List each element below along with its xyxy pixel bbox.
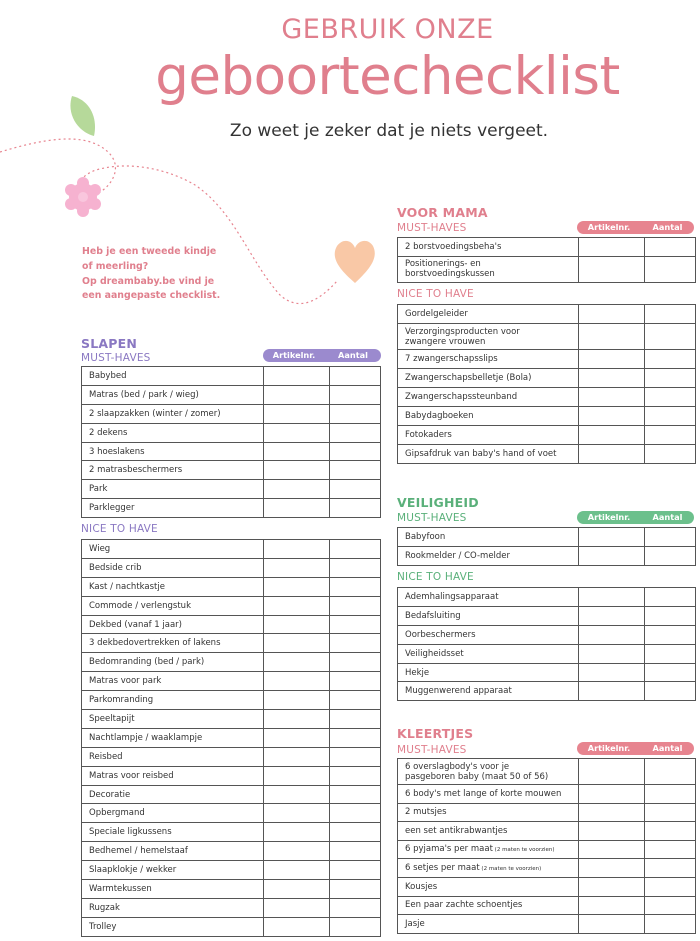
item-label: Babybed [82,367,264,386]
checklist-row [398,785,696,804]
amount-cell[interactable] [330,596,381,615]
amount-cell[interactable] [330,917,381,936]
must-haves-label: MUST-HAVES [397,512,467,524]
checklist-row [82,861,381,880]
item-label: 2 mutsjes [398,803,579,822]
item-label: Warmtekussen [82,880,264,899]
article-number-cell[interactable] [264,823,330,842]
checklist-row [398,840,696,859]
amount-cell[interactable] [645,878,696,897]
item-label: Zwangerschapssteunband [398,388,579,407]
article-number-cell[interactable] [264,423,330,442]
amount-cell[interactable] [645,606,696,625]
item-label: 6 setjes per maat (2 maten te voorzien) [398,859,579,878]
article-number-cell[interactable] [579,407,645,426]
article-number-cell[interactable] [579,859,645,878]
article-number-cell[interactable] [579,896,645,915]
amount-cell[interactable] [645,859,696,878]
amount-cell[interactable] [330,898,381,917]
item-label: Babyfoon [398,528,579,547]
amount-cell[interactable] [330,423,381,442]
amount-cell[interactable] [645,644,696,663]
article-number-cell[interactable] [579,444,645,463]
item-label: Commode / verlengstuk [82,596,264,615]
amount-cell[interactable] [330,880,381,899]
item-label: Decoratie [82,785,264,804]
checklist-row [82,747,381,766]
item-label: Ademhalingsapparaat [398,588,579,607]
section-title: SLAPEN [81,336,138,351]
article-number-cell[interactable] [264,728,330,747]
article-number-cell[interactable] [264,842,330,861]
article-number-cell[interactable] [264,540,330,559]
item-label: Kast / nachtkastje [82,577,264,596]
item-label: Gordelgeleider [398,305,579,324]
checklist-row [398,644,696,663]
article-number-cell[interactable] [264,861,330,880]
article-number-cell[interactable] [264,672,330,691]
checklist-row [82,499,381,518]
amount-cell[interactable] [330,385,381,404]
article-number-cell[interactable] [579,546,645,565]
item-label: Slaapklokje / wekker [82,861,264,880]
article-number-cell[interactable] [264,691,330,710]
item-label: Gipsafdruk van baby's hand of voet [398,444,579,463]
checklist-row [82,404,381,423]
item-label: Matras voor reisbed [82,766,264,785]
article-number-cell[interactable] [579,238,645,257]
checklist-row [398,759,696,785]
item-label: Park [82,480,264,499]
item-label: Parklegger [82,499,264,518]
amount-cell[interactable] [645,323,696,349]
article-number-cell[interactable] [264,898,330,917]
article-number-cell[interactable] [579,803,645,822]
checklist-row [82,804,381,823]
checklist-row [398,407,696,426]
item-label: 2 slaapzakken (winter / zomer) [82,404,264,423]
amount-cell[interactable] [645,896,696,915]
article-number-cell[interactable] [579,350,645,369]
article-number-cell[interactable] [264,480,330,499]
checklist-row [398,528,696,547]
must-haves-label: MUST-HAVES [397,222,467,234]
amount-cell[interactable] [645,256,696,282]
article-number-cell[interactable] [579,528,645,547]
checklist-row [82,461,381,480]
checklist-row [82,728,381,747]
amount-cell[interactable] [330,404,381,423]
amount-cell[interactable] [330,577,381,596]
article-number-cell[interactable] [264,442,330,461]
article-number-cell[interactable] [579,588,645,607]
item-label: Een paar zachte schoentjes [398,896,579,915]
article-number-cell[interactable] [579,256,645,282]
item-label: Veiligheidsset [398,644,579,663]
nice-to-have-label: NICE TO HAVE [397,288,474,300]
checklist-row [82,540,381,559]
article-number-cell[interactable] [579,606,645,625]
amount-cell[interactable] [330,747,381,766]
checklist-row [398,682,696,701]
amount-cell[interactable] [330,823,381,842]
article-number-cell[interactable] [264,385,330,404]
amount-cell[interactable] [330,461,381,480]
amount-cell[interactable] [330,367,381,386]
checklist-row [398,663,696,682]
item-label: Babydagboeken [398,407,579,426]
checklist-row [82,442,381,461]
checklist-row [82,385,381,404]
nice-to-have-label: NICE TO HAVE [81,523,158,535]
checklist-row [398,606,696,625]
checklist-row [398,444,696,463]
checklist-row [82,672,381,691]
checklist-row [82,823,381,842]
checklist-row [82,634,381,653]
column-header: Artikelnr. Aantal [577,742,694,755]
article-number-cell[interactable] [264,596,330,615]
column-header: Artikelnr. Aantal [577,511,694,524]
article-number-cell[interactable] [264,499,330,518]
item-label: Bedafsluiting [398,606,579,625]
amount-cell[interactable] [645,915,696,934]
article-number-cell[interactable] [579,840,645,859]
item-label: Jasje [398,915,579,934]
checklist-row [398,305,696,324]
item-label: Positionerings- en borstvoedingskussen [398,256,579,282]
checklist-row [398,425,696,444]
second-child-note: Heb je een tweede kindje of meerling? Op dreambaby.be vind je een aangepaste checklist. [82,246,221,302]
article-number-cell[interactable] [579,388,645,407]
checklist-row [398,350,696,369]
item-label: Speciale ligkussens [82,823,264,842]
article-number-cell[interactable] [579,822,645,841]
section-voor-mama [397,205,697,465]
article-number-cell[interactable] [579,682,645,701]
checklist-row [398,896,696,915]
checklist-row [398,803,696,822]
checklist-row [398,915,696,934]
article-number-cell[interactable] [264,634,330,653]
amount-cell[interactable] [330,499,381,518]
article-number-cell[interactable] [579,625,645,644]
amount-cell[interactable] [645,682,696,701]
amount-cell[interactable] [645,588,696,607]
article-number-cell[interactable] [264,653,330,672]
item-label: Fotokaders [398,425,579,444]
section-slapen [81,336,381,936]
item-label: Matras (bed / park / wieg) [82,385,264,404]
amount-cell[interactable] [645,803,696,822]
article-number-cell[interactable] [579,878,645,897]
article-number-cell[interactable] [264,917,330,936]
item-label: Speeltapijt [82,710,264,729]
article-number-cell[interactable] [579,785,645,804]
leaf-icon [70,96,95,136]
checklist-row [398,822,696,841]
must-haves-label: MUST-HAVES [397,744,467,756]
amount-cell[interactable] [330,615,381,634]
article-number-cell[interactable] [579,425,645,444]
checklist-row [82,653,381,672]
section-title: VOOR MAMA [397,205,488,220]
item-label: een set antikrabwantjes [398,822,579,841]
amount-cell[interactable] [330,861,381,880]
item-label: Oorbeschermers [398,625,579,644]
item-label: 2 matrasbeschermers [82,461,264,480]
item-label: Kousjes [398,878,579,897]
item-label: Opbergmand [82,804,264,823]
item-label: Hekje [398,663,579,682]
title-line-1: GEBRUIK ONZE [281,14,494,45]
amount-cell[interactable] [330,480,381,499]
article-number-cell[interactable] [264,710,330,729]
article-number-cell[interactable] [579,369,645,388]
checklist-row [398,625,696,644]
article-number-cell[interactable] [579,323,645,349]
checklist-row [398,323,696,349]
article-number-cell[interactable] [264,558,330,577]
amount-cell[interactable] [645,388,696,407]
amount-cell[interactable] [645,369,696,388]
column-header: Artikelnr. Aantal [263,349,381,362]
checklist-row [82,785,381,804]
section-title: KLEERTJES [397,726,474,741]
amount-cell[interactable] [330,785,381,804]
article-number-cell[interactable] [264,804,330,823]
checklist-row [398,878,696,897]
column-header: Artikelnr. Aantal [577,221,694,234]
checklist-row [82,577,381,596]
flower-icon [65,177,101,217]
checklist-row [82,898,381,917]
article-number-cell[interactable] [579,759,645,785]
checklist-row [398,859,696,878]
item-label: Nachtlampje / waaklampje [82,728,264,747]
checklist-row [82,615,381,634]
section-title: VEILIGHEID [397,495,479,510]
amount-cell[interactable] [330,728,381,747]
article-number-cell[interactable] [264,461,330,480]
article-number-cell[interactable] [579,644,645,663]
amount-cell[interactable] [645,425,696,444]
item-label: Matras voor park [82,672,264,691]
amount-cell[interactable] [645,785,696,804]
article-number-cell[interactable] [579,663,645,682]
article-number-cell[interactable] [264,367,330,386]
amount-cell[interactable] [330,710,381,729]
checklist-row [82,880,381,899]
amount-cell[interactable] [330,634,381,653]
checklist-row [82,842,381,861]
item-label: Dekbed (vanaf 1 jaar) [82,615,264,634]
checklist-row [82,917,381,936]
amount-cell[interactable] [645,759,696,785]
item-label: 2 dekens [82,423,264,442]
checklist-row [82,766,381,785]
item-label: Zwangerschapsbelletje (Bola) [398,369,579,388]
amount-cell[interactable] [645,444,696,463]
section-veiligheid [397,495,697,705]
item-label: 6 overslagbody's voor je pasgeboren baby (maat 50 of 56) [398,759,579,785]
item-label: Wieg [82,540,264,559]
checklist-row [398,546,696,565]
item-label: 6 body's met lange of korte mouwen [398,785,579,804]
must-haves-label: MUST-HAVES [81,352,151,364]
item-label: 6 pyjama's per maat (2 maten te voorzien) [398,840,579,859]
item-label: Rookmelder / CO-melder [398,546,579,565]
item-label: 3 hoeslakens [82,442,264,461]
article-number-cell[interactable] [579,305,645,324]
amount-cell[interactable] [330,672,381,691]
item-label: Bedside crib [82,558,264,577]
item-label: Parkomranding [82,691,264,710]
article-number-cell[interactable] [264,615,330,634]
checklist-row [82,423,381,442]
item-label: 7 zwangerschapsslips [398,350,579,369]
amount-cell[interactable] [330,766,381,785]
amount-cell[interactable] [645,238,696,257]
amount-cell[interactable] [645,350,696,369]
subtitle: Zo weet je zeker dat je niets vergeet. [229,121,549,141]
section-kleertjes [397,726,697,938]
item-label: Bedomranding (bed / park) [82,653,264,672]
nice-to-have-label: NICE TO HAVE [397,571,474,583]
item-label: Bedhemel / hemelstaaf [82,842,264,861]
checklist-row [82,480,381,499]
checklist-row [82,710,381,729]
amount-cell[interactable] [645,663,696,682]
checklist-row [398,588,696,607]
checklist-row [398,369,696,388]
checklist-row [82,558,381,577]
heart-icon [335,241,375,283]
checklist-row [82,367,381,386]
article-number-cell[interactable] [264,785,330,804]
item-label: 2 borstvoedingsbeha's [398,238,579,257]
amount-cell[interactable] [330,653,381,672]
article-number-cell[interactable] [264,766,330,785]
item-label: Muggenwerend apparaat [398,682,579,701]
amount-cell[interactable] [645,840,696,859]
amount-cell[interactable] [645,625,696,644]
item-label: Reisbed [82,747,264,766]
checklist-row [82,691,381,710]
amount-cell[interactable] [645,546,696,565]
item-label: Rugzak [82,898,264,917]
amount-cell[interactable] [645,407,696,426]
checklist-row [398,256,696,282]
item-label: 3 dekbedovertrekken of lakens [82,634,264,653]
item-label: Verzorgingsproducten voor zwangere vrouwen [398,323,579,349]
amount-cell[interactable] [330,558,381,577]
article-number-cell[interactable] [579,915,645,934]
amount-cell[interactable] [645,528,696,547]
article-number-cell[interactable] [264,747,330,766]
article-number-cell[interactable] [264,404,330,423]
checklist-row [82,596,381,615]
amount-cell[interactable] [330,540,381,559]
amount-cell[interactable] [330,804,381,823]
amount-cell[interactable] [330,691,381,710]
article-number-cell[interactable] [264,880,330,899]
article-number-cell[interactable] [264,577,330,596]
checklist-row [398,388,696,407]
amount-cell[interactable] [330,842,381,861]
amount-cell[interactable] [645,305,696,324]
item-label: Trolley [82,917,264,936]
checklist-row [398,238,696,257]
title-line-2: geboortechecklist [155,46,620,107]
amount-cell[interactable] [330,442,381,461]
amount-cell[interactable] [645,822,696,841]
